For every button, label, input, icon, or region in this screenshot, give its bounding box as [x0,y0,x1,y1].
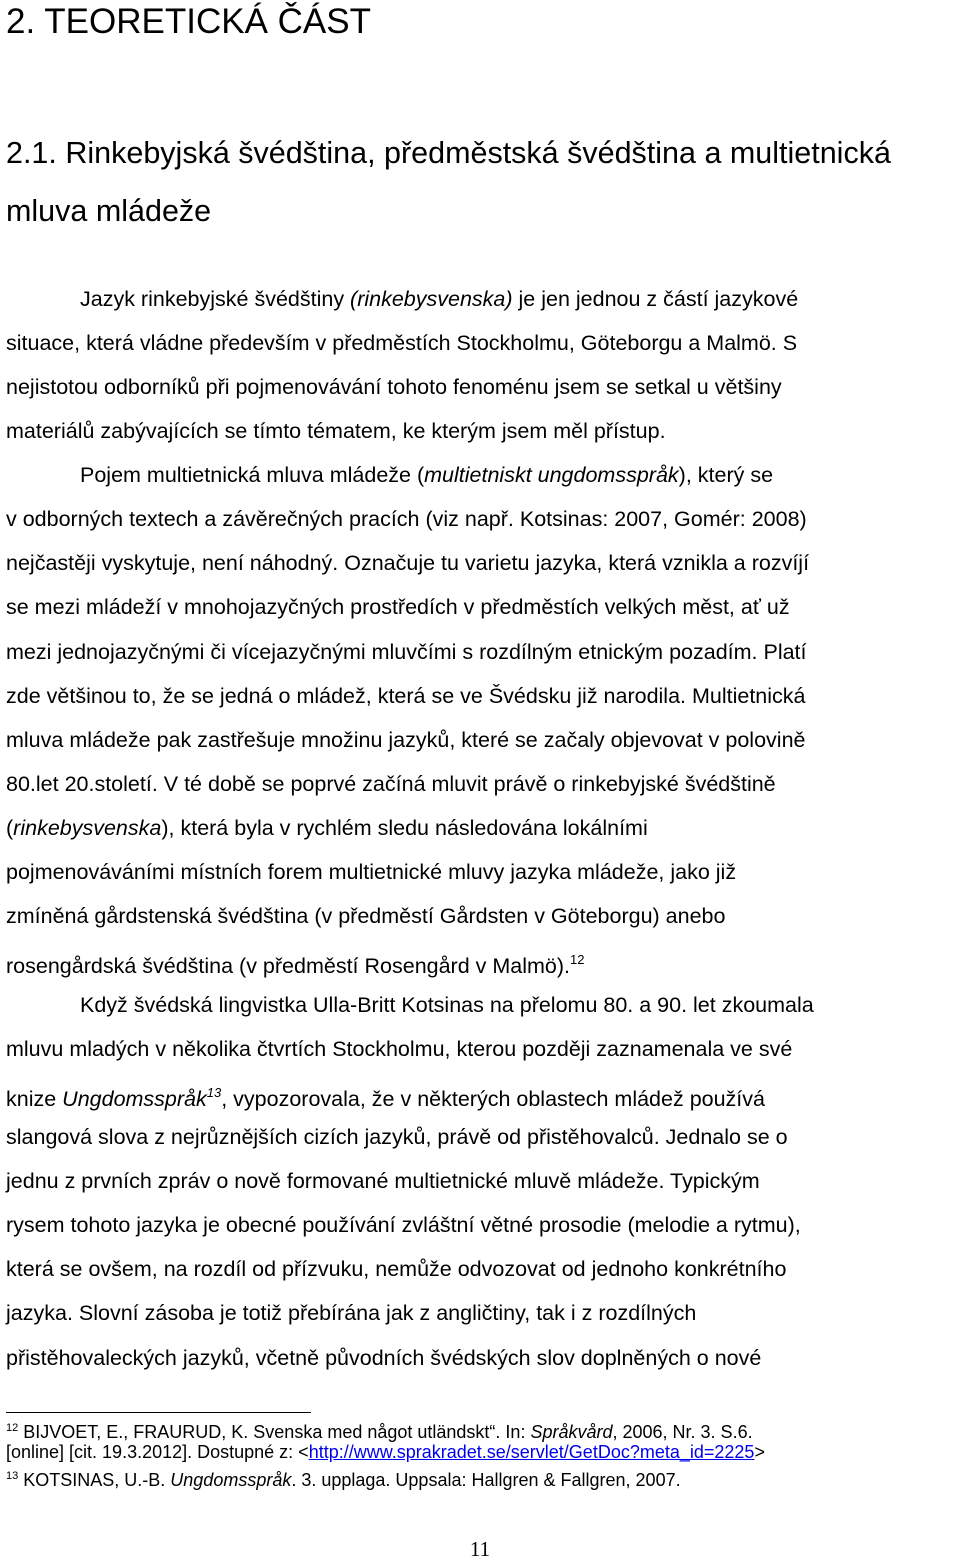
footnote-12: $^{12}$ BIJVOET, E., FRAURUD, K. Svenska med något utländskt“. In: Språkvård, 2006, Nr. 3. S.6. [6,1422,753,1442]
text-line: materiálů zabývajících se tímto tématem, ke kterým jsem měl přístup. [6,419,666,443]
text-line: nejčastěji vyskytuje, není náhodný. Označuje tu varietu jazyka, která vznikla a rozvíjí [6,551,810,575]
footnote-12-continued: [online] [cit. 19.3.2012]. Dostupné z: <http://www.sprakradet.se/servlet/GetDoc?meta_id=2225> [6,1442,765,1462]
text-line: slangová slova z nejrůznějších cizích jazyků, právě od přistěhovalců. Jednalo se o [6,1125,788,1149]
text-line: se mezi mládeží v mnohojazyčných prostředích v předměstích velkých měst, ať už [6,595,790,619]
chapter-heading: 2. TEORETICKÁ ČÁST [6,2,371,41]
page-number: 11 [469,1537,491,1561]
text-line: která se ovšem, na rozdíl od přízvuku, nemůže odvozovat od jednoho konkrétního [6,1257,787,1281]
text-line: Pojem multietnická mluva mládeže (multietniskt ungdomsspråk), který se [80,463,774,487]
text-line: 80.let 20.století. V té době se poprvé začíná mluvit právě o rinkebyjské švédštině [6,772,776,796]
section-heading: 2.1. Rinkebyjská švédština, předměstská švédština a multietnická mluva mládeže [6,136,891,228]
text-line: situace, která vládne především v předměstích Stockholmu, Göteborgu a Malmö. S [6,331,798,355]
footnote-link[interactable]: http://www.sprakradet.se/servlet/GetDoc?meta_id=2225 [308,1442,755,1462]
text-line: jednu z prvních zpráv o nově formované multietnické mluvě mládeže. Typickým [6,1169,760,1193]
text-line: mluvu mladých v několika čtvrtích Stockholmu, kterou později zaznamenala ve své [6,1037,793,1061]
text-line: Jazyk rinkebyjské švédštiny (rinkebysvenska) je jen jednou z částí jazykové [80,287,799,311]
text-line: rysem tohoto jazyka je obecné používání zvláštní větné prosodie (melodie a rytmu), [6,1213,801,1237]
text-line: nejistotou odborníků při pojmenovávání tohoto fenoménu jsem se setkal u většiny [6,375,782,399]
text-line: pojmenováváními místních forem multietnické mluvy jazyka mládeže, jako již [6,860,737,884]
text-line: přistěhovaleckých jazyků, včetně původních švédských slov doplněných o nové [6,1346,762,1370]
text-line: zmíněná gårdstenská švédština (v předměstí Gårdsten v Göteborgu) anebo [6,904,726,928]
text-line: Když švédská lingvistka Ulla-Britt Kotsinas na přelomu 80. a 90. let zkoumala [80,993,814,1017]
text-line: zde většinou to, že se jedná o mládež, která se ve Švédsku již narodila. Multietnická [6,684,806,708]
text-line: knize Ungdomsspråk$^{13}$, vypozorovala, že v některých oblastech mládež používá [6,1085,765,1111]
text-line: rosengårdská švédština (v předměstí Rosengård v Malmö).$^{12}$ [6,952,585,978]
text-line: mluva mládeže pak zastřešuje množinu jazyků, které se začaly objevovat v polovině [6,728,806,752]
footnote-ref: 12 [570,952,585,967]
footnote-separator [6,1412,311,1413]
text-line: (rinkebysvenska), která byla v rychlém sledu následována lokálními [6,816,648,840]
footnote-ref: 13 [206,1085,222,1100]
text-line: jazyka. Slovní zásoba je totiž přebírána jak z angličtiny, tak i z rozdílných [6,1301,697,1325]
text-line: mezi jednojazyčnými či vícejazyčnými mluvčími s rozdílným etnickým pozadím. Platí [6,640,807,664]
text-line: v odborných textech a závěrečných pracích (viz např. Kotsinas: 2007, Gomér: 2008) [6,507,807,531]
footnote-13: $^{13}$ KOTSINAS, U.-B. Ungdomsspråk. 3. upplaga. Uppsala: Hallgren & Fallgren, 2007. [6,1470,681,1490]
